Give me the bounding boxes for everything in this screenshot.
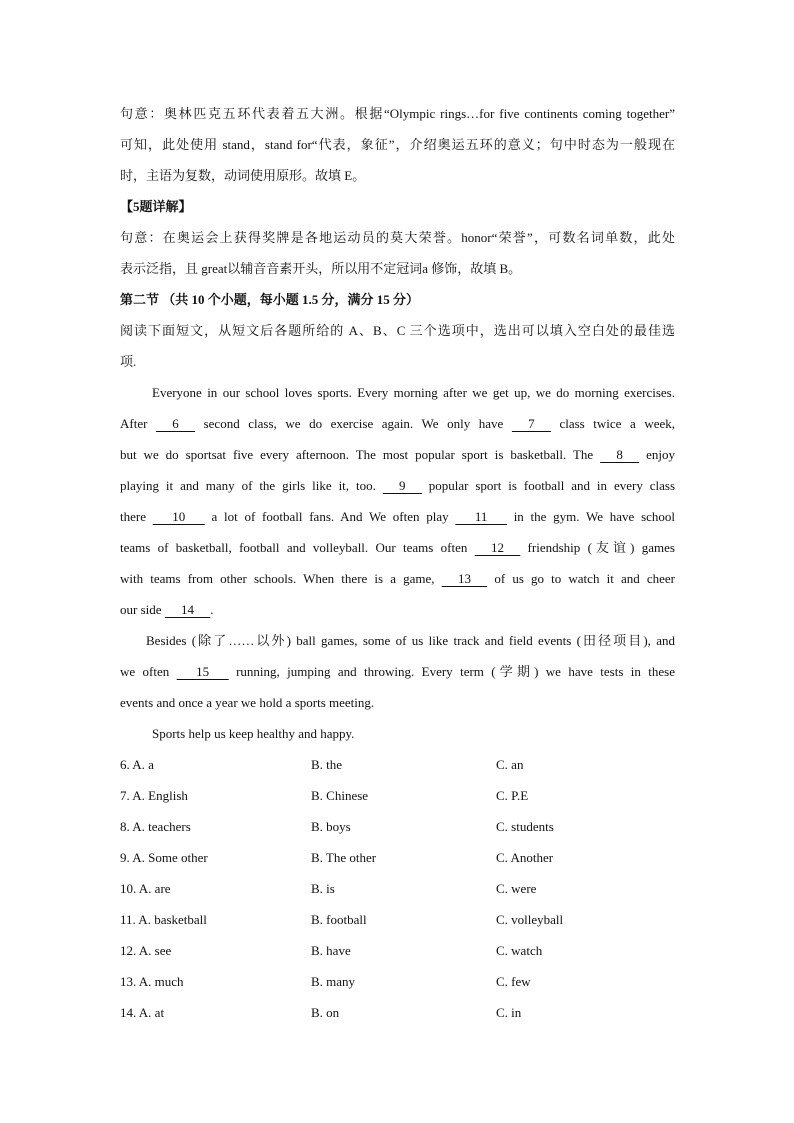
option-b: B. the bbox=[311, 757, 343, 772]
passage-text: there bbox=[120, 509, 146, 524]
option-c: C. in bbox=[496, 1005, 522, 1020]
option-b: B. boys bbox=[311, 819, 351, 834]
option-b: B. football bbox=[311, 912, 367, 927]
q4-analysis-line-2: 可知，此处使用 stand，stand for“代表，象征”，介绍奥运五环的意义；句中时态为一般现在 bbox=[120, 137, 675, 152]
option-c: C. were bbox=[496, 881, 537, 896]
passage-line bbox=[120, 470, 675, 501]
option-a: 9. A. Some other bbox=[120, 850, 208, 865]
passage-text: second class, we do exercise again. We only have bbox=[203, 416, 504, 431]
option-a: 14. A. at bbox=[120, 1005, 165, 1020]
option-row bbox=[120, 997, 675, 1028]
option-row bbox=[120, 935, 675, 966]
option-a: 12. A. see bbox=[120, 943, 172, 958]
blank-14: 14 bbox=[164, 602, 211, 617]
option-b: B. Chinese bbox=[311, 788, 369, 803]
option-b: B. is bbox=[311, 881, 335, 896]
option-b: B. have bbox=[311, 943, 351, 958]
passage-text: in the gym. We have school bbox=[513, 509, 676, 524]
blank-7: 7 bbox=[511, 416, 551, 431]
instruction-line-2: 项. bbox=[120, 354, 137, 369]
passage-text: with teams from other schools. When there is a game, bbox=[120, 571, 435, 586]
q4-analysis-line-3: 时，主语为复数，动词使用原形。故填 E。 bbox=[120, 168, 366, 183]
blank-11: 11 bbox=[455, 509, 507, 524]
passage-line: Sports help us keep healthy and happy. bbox=[152, 726, 355, 741]
option-row bbox=[120, 873, 675, 904]
option-a: 11. A. basketball bbox=[120, 912, 207, 927]
instruction-line-1: 阅读下面短文，从短文后各题所给的 A、B、C 三个选项中，选出可以填入空白处的最佳选 bbox=[120, 323, 675, 338]
option-b: B. many bbox=[311, 974, 356, 989]
passage-line bbox=[120, 594, 675, 625]
passage-text: popular sport is football and in every class bbox=[428, 478, 676, 493]
option-c: C. watch bbox=[496, 943, 543, 958]
passage-line bbox=[120, 439, 675, 470]
passage-text: class twice a week, bbox=[559, 416, 676, 431]
option-row bbox=[120, 842, 675, 873]
passage-text: a lot of football fans. And We often play bbox=[211, 509, 449, 524]
passage-line: Besides (除了……以外) ball games, some of us like track and field events (田径项目), and bbox=[146, 633, 675, 648]
blank-9: 9 bbox=[382, 478, 422, 493]
passage-line bbox=[120, 532, 675, 563]
passage-line: events and once a year we hold a sports meeting. bbox=[120, 695, 375, 710]
document-page bbox=[120, 98, 675, 1028]
option-c: C. P.E bbox=[496, 788, 529, 803]
q5-analysis-line-2: 表示泛指，且 great以辅音音素开头，所以用不定冠词a 修饰，故填 B。 bbox=[120, 261, 522, 276]
option-c: C. an bbox=[496, 757, 524, 772]
option-row bbox=[120, 966, 675, 997]
option-row bbox=[120, 749, 675, 780]
passage-text: playing it and many of the girls like it, too. bbox=[120, 478, 376, 493]
option-c: C. few bbox=[496, 974, 531, 989]
option-row bbox=[120, 811, 675, 842]
blank-15: 15 bbox=[176, 664, 229, 679]
option-a: 10. A. are bbox=[120, 881, 171, 896]
option-a: 8. A. teachers bbox=[120, 819, 191, 834]
blank-6: 6 bbox=[156, 416, 196, 431]
option-a: 13. A. much bbox=[120, 974, 184, 989]
passage-line bbox=[120, 656, 675, 687]
passage-text: teams of basketball, football and volleyball. Our teams often bbox=[120, 540, 468, 555]
option-row bbox=[120, 780, 675, 811]
option-row bbox=[120, 904, 675, 935]
q5-analysis-line-1: 句意：在奥运会上获得奖牌是各地运动员的莫大荣誉。honor“荣誉”，可数名词单数，此处 bbox=[120, 230, 675, 245]
option-b: B. on bbox=[311, 1005, 340, 1020]
blank-12: 12 bbox=[474, 540, 521, 555]
passage-text: After bbox=[120, 416, 148, 431]
passage-line bbox=[120, 563, 675, 594]
passage-text: we often bbox=[120, 664, 170, 679]
passage-text: friendship (友谊) games bbox=[527, 540, 675, 555]
option-c: C. students bbox=[496, 819, 554, 834]
passage-text: enjoy bbox=[646, 447, 676, 462]
option-c: C. Another bbox=[496, 850, 554, 865]
blank-8: 8 bbox=[600, 447, 640, 462]
blank-13: 13 bbox=[441, 571, 488, 586]
passage-text: but we do sportsat five every afternoon. The most popular sport is basketball. The bbox=[120, 447, 594, 462]
option-a: 6. A. a bbox=[120, 757, 154, 772]
passage-line bbox=[120, 501, 675, 532]
passage-text: of us go to watch it and cheer bbox=[494, 571, 675, 586]
q4-analysis-line-1: 句意：奥林匹克五环代表着五大洲。根据“Olympic rings…for five continents coming together” bbox=[120, 106, 675, 121]
option-a: 7. A. English bbox=[120, 788, 188, 803]
option-c: C. volleyball bbox=[496, 912, 564, 927]
options-list bbox=[120, 749, 675, 1028]
blank-10: 10 bbox=[152, 509, 205, 524]
passage-line: Everyone in our school loves sports. Every morning after we get up, we do morning exercises. bbox=[152, 385, 675, 400]
passage-text: running, jumping and throwing. Every term (学期) we have tests in these bbox=[236, 664, 676, 679]
passage-text: our side bbox=[120, 602, 162, 617]
q5-heading: 【5题详解】 bbox=[120, 199, 192, 214]
option-b: B. The other bbox=[311, 850, 377, 865]
passage-line bbox=[120, 408, 675, 439]
passage-text: . bbox=[210, 602, 214, 617]
section-title: 第二节 （共 10 个小题，每小题 1.5 分，满分 15 分） bbox=[120, 292, 420, 307]
